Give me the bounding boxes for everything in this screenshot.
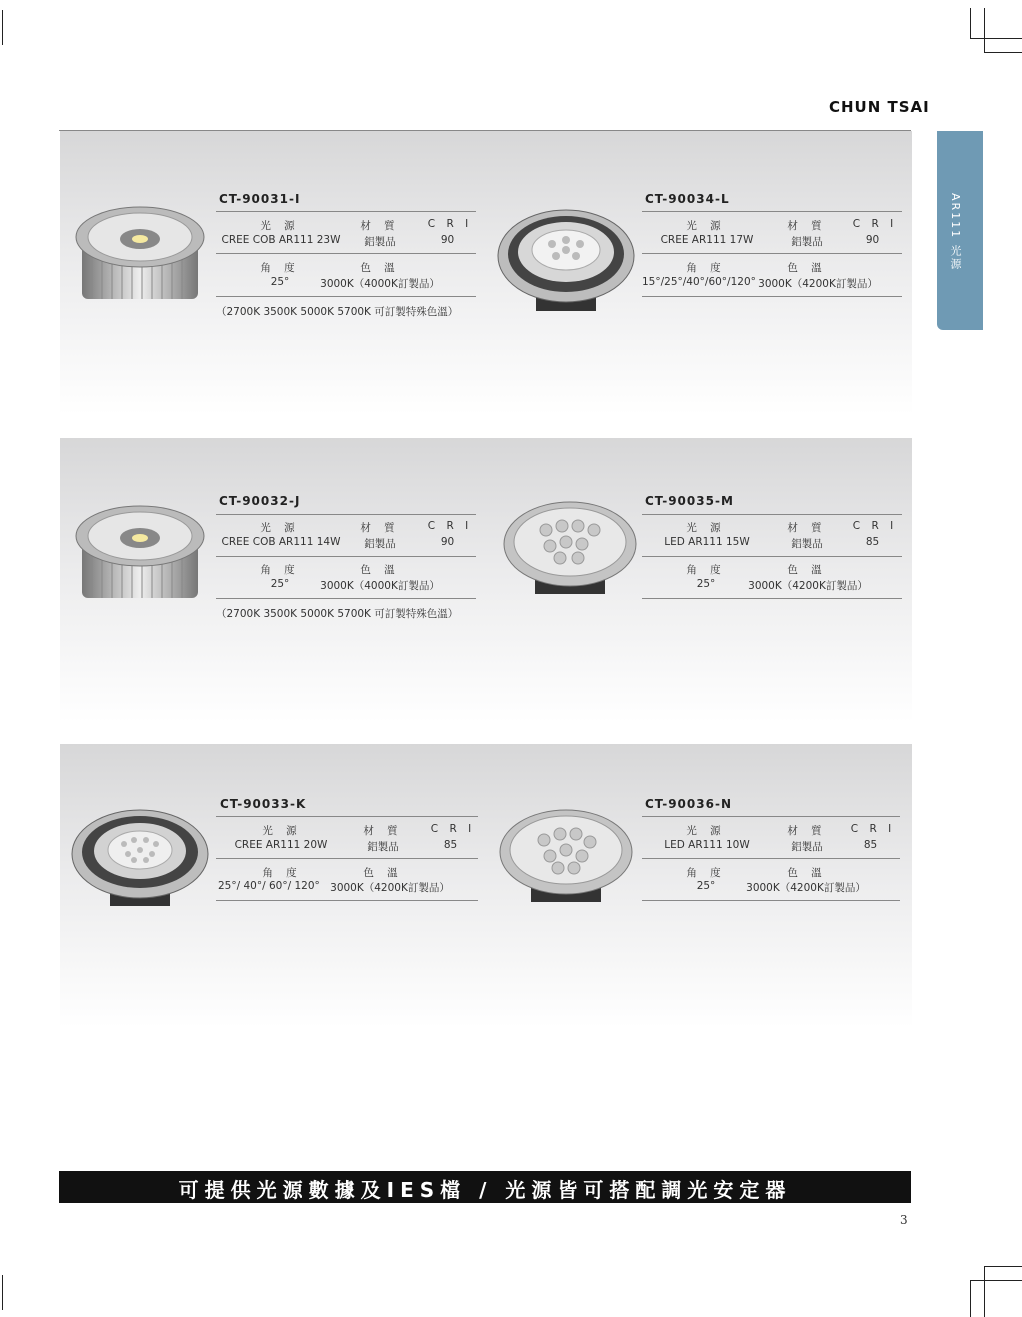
cob-lamp-image: [72, 502, 208, 602]
source-header: 光 源: [686, 220, 726, 232]
source-value: CREE AR111 17W: [660, 234, 754, 246]
cri-header: C R I: [427, 520, 473, 532]
source-value: CREE COB AR111 14W: [221, 536, 341, 548]
footer-text: 可提供光源數據及IES檔 / 光源皆可搭配調光安定器: [178, 1178, 792, 1202]
angle-header: 角 度: [260, 564, 300, 576]
angle-header: 角 度: [686, 564, 726, 576]
color-temp-value: 3000K（4000K訂製品）: [320, 580, 440, 592]
material-header: 材 質: [787, 825, 827, 837]
material-value: 鋁製品: [791, 538, 823, 550]
color-temp-value: 3000K（4200K訂製品）: [748, 580, 868, 592]
crop-mark: [970, 38, 1022, 39]
color-temp-value: 3000K（4200K訂製品）: [758, 278, 878, 290]
spec-divider: [216, 816, 478, 817]
section-tab[interactable]: [937, 131, 983, 330]
crop-mark: [2, 1275, 3, 1310]
section-tab-label: AR111 光源: [949, 193, 962, 271]
source-header: 光 源: [260, 220, 300, 232]
model-number: CT-90033-K: [220, 797, 307, 811]
crop-mark: [970, 1280, 1022, 1281]
ar111-lamp-image: [496, 806, 636, 906]
crop-mark: [2, 10, 3, 45]
material-value: 鋁製品: [364, 538, 396, 550]
model-number: CT-90034-L: [645, 192, 730, 206]
source-header: 光 源: [686, 522, 726, 534]
spec-divider: [216, 858, 478, 859]
ar111-lamp-image: [500, 500, 640, 598]
spec-divider: [216, 900, 478, 901]
angle-header: 角 度: [686, 262, 726, 274]
angle-value: 25°/ 40°/ 60°/ 120°: [218, 880, 320, 892]
spec-divider: [642, 816, 900, 817]
spec-divider: [642, 858, 900, 859]
crop-mark: [984, 1266, 985, 1317]
cri-header: C R I: [850, 823, 896, 835]
source-header: 光 源: [262, 825, 302, 837]
crop-mark: [984, 8, 985, 53]
color-temp-note: （2700K 3500K 5000K 5700K 可訂製特殊色溫）: [216, 608, 459, 620]
angle-header: 角 度: [686, 867, 726, 879]
crop-mark: [984, 1266, 1022, 1267]
cri-header: C R I: [852, 218, 898, 230]
spec-divider: [216, 598, 476, 599]
material-header: 材 質: [787, 522, 827, 534]
material-value: 鋁製品: [364, 236, 396, 248]
cri-header: C R I: [430, 823, 476, 835]
spec-divider: [642, 514, 902, 515]
material-value: 鋁製品: [367, 841, 399, 853]
color-temp-header: 色 溫: [363, 867, 403, 879]
color-temp-header: 色 溫: [787, 867, 827, 879]
source-header: 光 源: [686, 825, 726, 837]
material-header: 材 質: [360, 220, 400, 232]
material-value: 鋁製品: [791, 841, 823, 853]
spec-divider: [216, 211, 476, 212]
angle-value: 25°: [696, 880, 716, 892]
material-header: 材 質: [360, 522, 400, 534]
crop-mark: [984, 52, 1022, 53]
angle-value: 25°: [270, 276, 290, 288]
model-number: CT-90035-M: [645, 494, 734, 508]
source-value: CREE AR111 20W: [234, 839, 328, 851]
spec-divider: [216, 296, 476, 297]
source-value: LED AR111 15W: [664, 536, 750, 548]
spec-divider: [642, 556, 902, 557]
cri-value: 90: [440, 234, 455, 246]
angle-value: 25°: [270, 578, 290, 590]
cri-value: 85: [865, 536, 880, 548]
spec-divider: [642, 211, 902, 212]
model-number: CT-90036-N: [645, 797, 732, 811]
spec-divider: [216, 556, 476, 557]
spec-divider: [216, 514, 476, 515]
color-temp-header: 色 溫: [787, 262, 827, 274]
crop-mark: [970, 8, 971, 38]
angle-header: 角 度: [260, 262, 300, 274]
cri-value: 85: [863, 839, 878, 851]
color-temp-header: 色 溫: [360, 262, 400, 274]
ar111-lamp-image: [496, 206, 636, 316]
spec-divider: [642, 296, 902, 297]
angle-value: 25°: [696, 578, 716, 590]
spec-divider: [642, 598, 902, 599]
spec-divider: [216, 253, 476, 254]
color-temp-header: 色 溫: [787, 564, 827, 576]
source-value: CREE COB AR111 23W: [221, 234, 341, 246]
source-header: 光 源: [260, 522, 300, 534]
crop-mark: [970, 1280, 971, 1317]
color-temp-value: 3000K（4200K訂製品）: [330, 882, 450, 894]
footer-banner: [59, 1171, 911, 1203]
spec-divider: [642, 253, 902, 254]
ar111-lamp-image: [70, 806, 210, 910]
spec-divider: [642, 900, 900, 901]
brand-logo: CHUN TSAI: [829, 98, 930, 116]
cri-header: C R I: [427, 218, 473, 230]
material-header: 材 質: [363, 825, 403, 837]
cri-value: 90: [865, 234, 880, 246]
cri-value: 85: [443, 839, 458, 851]
angle-header: 角 度: [262, 867, 302, 879]
model-number: CT-90032-J: [219, 494, 301, 508]
color-temp-value: 3000K（4200K訂製品）: [746, 882, 866, 894]
cri-header: C R I: [852, 520, 898, 532]
angle-value: 15°/25°/40°/60°/120°: [642, 276, 756, 288]
material-value: 鋁製品: [791, 236, 823, 248]
model-number: CT-90031-I: [219, 192, 301, 206]
color-temp-note: （2700K 3500K 5000K 5700K 可訂製特殊色溫）: [216, 306, 459, 318]
color-temp-header: 色 溫: [360, 564, 400, 576]
material-header: 材 質: [787, 220, 827, 232]
cri-value: 90: [440, 536, 455, 548]
cob-lamp-image: [72, 203, 208, 303]
page-number: 3: [900, 1213, 908, 1227]
source-value: LED AR111 10W: [664, 839, 750, 851]
color-temp-value: 3000K（4000K訂製品）: [320, 278, 440, 290]
